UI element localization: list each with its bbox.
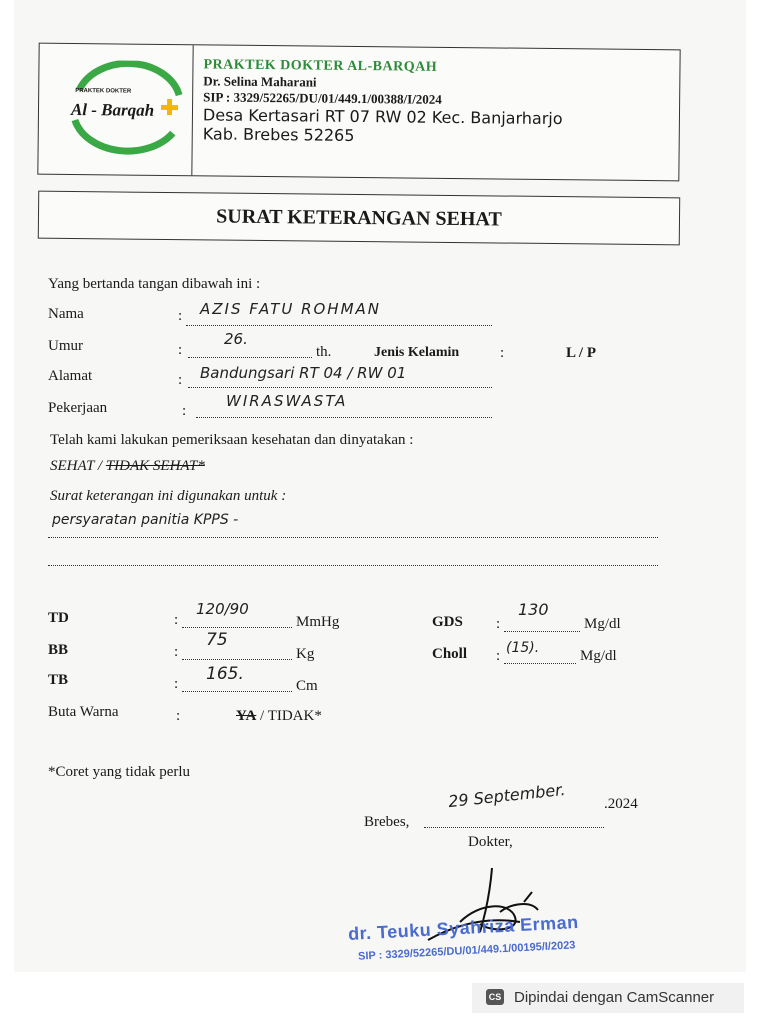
pekerjaan-value: WIRASWASTA — [226, 392, 348, 410]
exam-text: Telah kami lakukan pemeriksaan kesehatan dan dinyatakan : — [50, 432, 414, 448]
status-tidak-sehat: TIDAK SEHAT* — [105, 458, 205, 474]
camscanner-text: Dipindai dengan CamScanner — [514, 989, 715, 1006]
choll-colon: : — [496, 648, 501, 664]
tb-label: TB — [48, 672, 69, 688]
gds-line — [504, 630, 580, 632]
tb-value: 165. — [206, 664, 244, 684]
clinic-logo — [60, 60, 191, 161]
doctor-stamp-name: dr. Teuku Syahriza Erman — [347, 911, 580, 945]
td-label: TD — [48, 610, 69, 626]
choll-label: Choll — [432, 646, 468, 662]
bb-unit: Kg — [296, 646, 315, 662]
choll-unit: Mg/dl — [580, 648, 617, 664]
purpose-label: Surat keterangan ini digunakan untuk : — [50, 488, 287, 504]
tb-line — [182, 690, 292, 692]
bb-line — [182, 658, 292, 660]
sign-role: Dokter, — [468, 834, 513, 850]
tb-unit: Cm — [296, 678, 318, 694]
tb-colon: : — [174, 676, 179, 692]
alamat-label: Alamat — [48, 368, 93, 384]
alamat-line — [188, 386, 492, 388]
umur-line — [188, 356, 312, 358]
td-line — [182, 626, 292, 628]
pekerjaan-label: Pekerjaan — [48, 400, 108, 416]
clinic-name: PRAKTEK DOKTER AL-BARQAH — [203, 57, 438, 75]
td-unit: MmHg — [296, 614, 340, 630]
umur-label: Umur — [48, 338, 83, 354]
buta-colon: : — [176, 708, 181, 724]
jenis-kelamin-colon: : — [500, 345, 505, 361]
address-line-1: Desa Kertasari RT 07 RW 02 Kec. Banjarharjo — [202, 105, 563, 129]
sip-number: SIP : 3329/52265/DU/01/449.1/00388/I/2024 — [203, 89, 442, 107]
pekerjaan-colon: : — [182, 403, 187, 419]
sign-date-line — [424, 826, 604, 828]
alamat-colon: : — [178, 372, 183, 388]
gds-value: 130 — [518, 600, 549, 619]
gds-colon: : — [496, 616, 501, 632]
umur-unit: th. — [316, 344, 332, 360]
umur-value: 26. — [224, 330, 248, 348]
gds-unit: Mg/dl — [584, 616, 621, 632]
purpose-value: persyaratan panitia KPPS - — [52, 512, 239, 528]
purpose-line-2 — [48, 564, 658, 566]
logo-small-text: PRAKTEK DOKTER — [75, 88, 132, 95]
intro-text: Yang bertanda tangan dibawah ini : — [48, 276, 261, 292]
alamat-value: Bandungsari RT 04 / RW 01 — [200, 364, 407, 382]
jenis-kelamin-value: L / P — [566, 345, 597, 361]
pekerjaan-line — [196, 416, 492, 418]
bb-colon: : — [174, 644, 179, 660]
document-title: SURAT KETERANGAN SEHAT — [38, 191, 680, 246]
nama-label: Nama — [48, 306, 84, 322]
camscanner-footer — [472, 983, 744, 1013]
bb-value: 75 — [206, 630, 228, 650]
letterhead — [37, 43, 680, 182]
status-line — [50, 458, 205, 475]
nama-line — [186, 324, 492, 326]
logo-text: Al - Barqah — [70, 99, 155, 120]
sign-place: Brebes, — [364, 814, 410, 830]
doctor-stamp-sip: SIP : 3329/52265/DU/01/449.1/00195/I/2023 — [357, 939, 576, 963]
header-divider — [191, 45, 193, 175]
sign-year: .2024 — [604, 796, 638, 812]
note-text: *Coret yang tidak perlu — [48, 764, 191, 780]
sign-date-value: 29 September. — [447, 779, 567, 812]
buta-warna-label: Buta Warna — [48, 704, 119, 720]
gds-label: GDS — [432, 614, 463, 630]
choll-line — [504, 662, 576, 664]
clinic-info — [203, 57, 564, 147]
buta-warna-value — [236, 708, 322, 725]
choll-value: (15). — [506, 640, 540, 656]
address-line-2: Kab. Brebes 52265 — [202, 124, 355, 145]
td-colon: : — [174, 612, 179, 628]
jenis-kelamin-label: Jenis Kelamin — [374, 345, 460, 360]
camscanner-icon: CS — [486, 989, 504, 1005]
nama-value: AZIS FATU ROHMAN — [200, 300, 382, 318]
bb-label: BB — [48, 642, 69, 658]
buta-tidak: / TIDAK* — [256, 708, 322, 724]
purpose-line-1 — [48, 536, 658, 538]
td-value: 120/90 — [196, 600, 249, 618]
nama-colon: : — [178, 308, 183, 324]
buta-ya: YA — [236, 708, 257, 724]
umur-colon: : — [178, 342, 183, 358]
status-sehat: SEHAT / — [50, 458, 106, 474]
doctor-name: Dr. Selina Maharani — [203, 73, 317, 90]
